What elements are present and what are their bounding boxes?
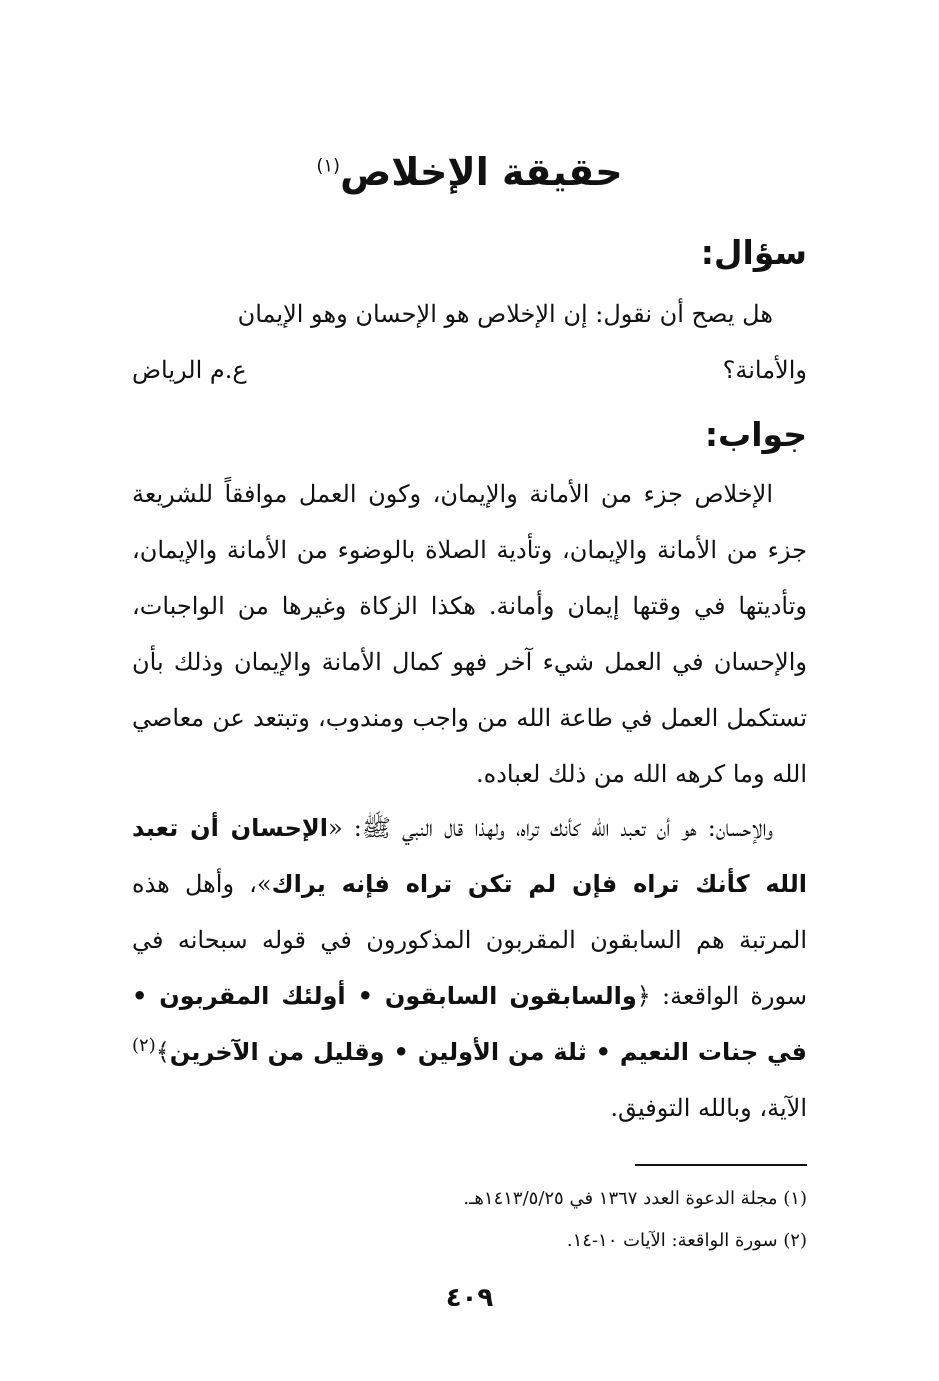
p2-middle: »، وأهل هذه المرتبة هم السابقون المقربون المذكورون في قوله سبحانه في سورة الواقعة: ﴿ xyxy=(132,870,807,1010)
title-footnote-ref: (١) xyxy=(316,155,341,177)
page-title xyxy=(0,142,939,202)
verse-close-bracket: ﴾ xyxy=(155,1038,170,1066)
question-line-2 xyxy=(132,342,807,398)
verse-footnote-ref: (٢) xyxy=(132,1035,156,1056)
answer-paragraph-1: الإخلاص جزء من الأمانة والإيمان، وكون العمل موافقاً للشريعة جزء من الأمانة والإيمان، وتأدية الصلاة بالوضوء من الأمانة والإيمان، وتأديتها في وقتها إيمان وأمانة. هكذا الزكاة وغيرها من الواجبات، والإحسان في العمل شيء آخر فهو كمال الأمانة والإيمان وذلك بأن تستكمل العمل في طاعة الله من واجب ومندوب، وتبتعد عن معاصي الله وما كرهه الله من ذلك لعباده. xyxy=(132,480,807,788)
p2-intro: والإحسان: هو أن تعبد الله كأنك تراه، ولهذا قال النبي ﷺ: « xyxy=(327,814,773,842)
footnote-2: (٢) سورة الواقعة: الآيات ١٠-١٤. xyxy=(566,1230,807,1251)
p2-end: الآية، وبالله التوفيق. xyxy=(610,1094,807,1122)
answer-heading: جواب: xyxy=(704,415,807,454)
question-line-1: هل يصح أن نقول: إن الإخلاص هو الإحسان وهو الإيمان xyxy=(237,300,773,328)
footnotes xyxy=(132,1178,807,1262)
question-asker: ع.م الرياض xyxy=(132,356,247,384)
question-heading: سؤال: xyxy=(700,233,807,272)
footnote-divider xyxy=(635,1164,807,1166)
answer-paragraph-2 xyxy=(132,800,807,1136)
footnote-1: (١) مجلة الدعوة العدد ١٣٦٧ في ١٤١٣/٥/٢٥هـ. xyxy=(463,1188,807,1209)
page-title-text: حقيقة الإخلاص xyxy=(340,150,623,194)
hadith-text: الإحسان أن تعبد الله كأنك تراه فإن لم تكن تراه فإنه يراك xyxy=(132,814,808,898)
page-number: ٤٠٩ xyxy=(445,1283,494,1313)
quran-verse: والسابقون السابقون • أولئك المقربون • في جنات النعيم • ثلة من الأولين • وقليل من الآخرين xyxy=(132,982,807,1066)
question-text xyxy=(132,286,807,398)
question-line-2-text: والأمانة؟ xyxy=(722,356,807,384)
